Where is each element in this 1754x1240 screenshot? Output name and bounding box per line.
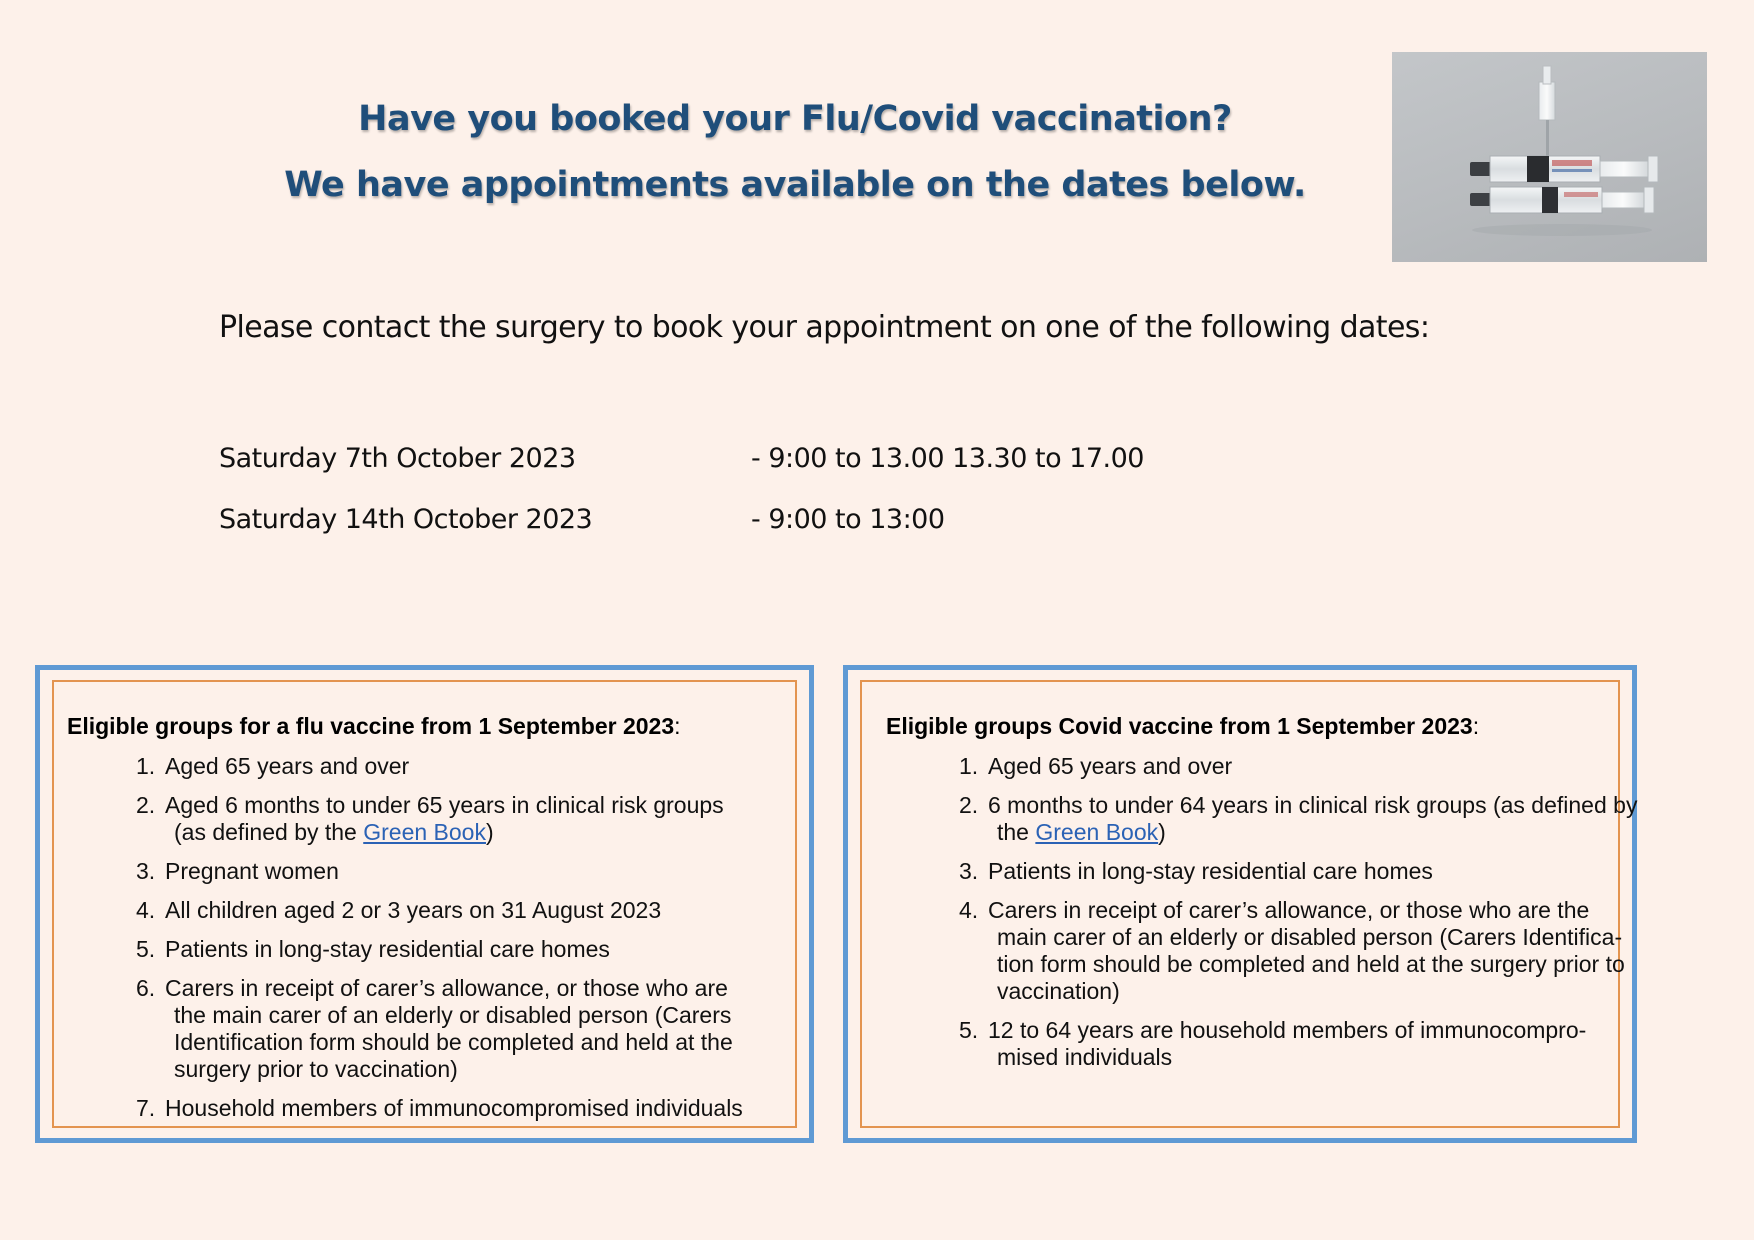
- schedule-times: - 9:00 to 13.00 13.30 to 17.00: [751, 443, 1144, 474]
- list-item: 1. Aged 65 years and over: [136, 753, 410, 779]
- heading-line-1: Have you booked your Flu/Covid vaccination?: [358, 99, 1232, 139]
- intro-text: Please contact the surgery to book your appointment on one of the following dates:: [219, 310, 1430, 345]
- flu-eligibility-box: [35, 665, 814, 1143]
- schedule-times: - 9:00 to 13:00: [751, 504, 945, 535]
- list-item: 3. Pregnant women: [136, 858, 339, 884]
- flu-box-title: Eligible groups for a flu vaccine from 1 September 2023:: [67, 713, 681, 739]
- syringe-photo: [1392, 52, 1707, 262]
- schedule-date: Saturday 14th October 2023: [219, 504, 593, 535]
- green-book-link[interactable]: Green Book: [1035, 819, 1159, 845]
- list-item: 2. 6 months to under 64 years in clinical risk groups (as defined by the Green Book): [959, 792, 1638, 845]
- list-item: 6. Carers in receipt of carer’s allowance, or those who are the main carer of an elderly or disabled person (Carers Identification form should be completed and held at the surgery prior to vaccination): [136, 975, 733, 1082]
- list-item: 1. Aged 65 years and over: [959, 753, 1233, 779]
- covid-eligibility-box: [843, 665, 1637, 1143]
- heading-line-2: We have appointments available on the dates below.: [284, 165, 1306, 205]
- green-book-link[interactable]: Green Book: [363, 819, 486, 845]
- flu-eligible-list: [136, 753, 836, 1134]
- list-item: 4. Carers in receipt of carer’s allowance, or those who are the main carer of an elderly or disabled person (Carers Identifica- tion form should be completed and held at the surgery prior to vaccination): [959, 897, 1625, 1004]
- list-item: 3. Patients in long-stay residential care homes: [959, 858, 1433, 884]
- schedule-row: [219, 504, 945, 535]
- schedule-date: Saturday 7th October 2023: [219, 443, 576, 474]
- covid-eligible-list: [959, 753, 1639, 1083]
- list-item: 7. Household members of immunocompromised individuals: [136, 1095, 743, 1121]
- syringe-icon: [1392, 52, 1707, 262]
- list-item: 2. Aged 6 months to under 65 years in clinical risk groups (as defined by the Green Book): [136, 792, 724, 845]
- list-item: 4. All children aged 2 or 3 years on 31 August 2023: [136, 897, 662, 923]
- covid-box-title: Eligible groups Covid vaccine from 1 September 2023:: [886, 713, 1480, 739]
- page-heading: [230, 86, 1360, 218]
- list-item: 5. Patients in long-stay residential care homes: [136, 936, 610, 962]
- schedule-row: [219, 443, 1144, 474]
- list-item: 5. 12 to 64 years are household members of immunocompro- mised individuals: [959, 1017, 1587, 1070]
